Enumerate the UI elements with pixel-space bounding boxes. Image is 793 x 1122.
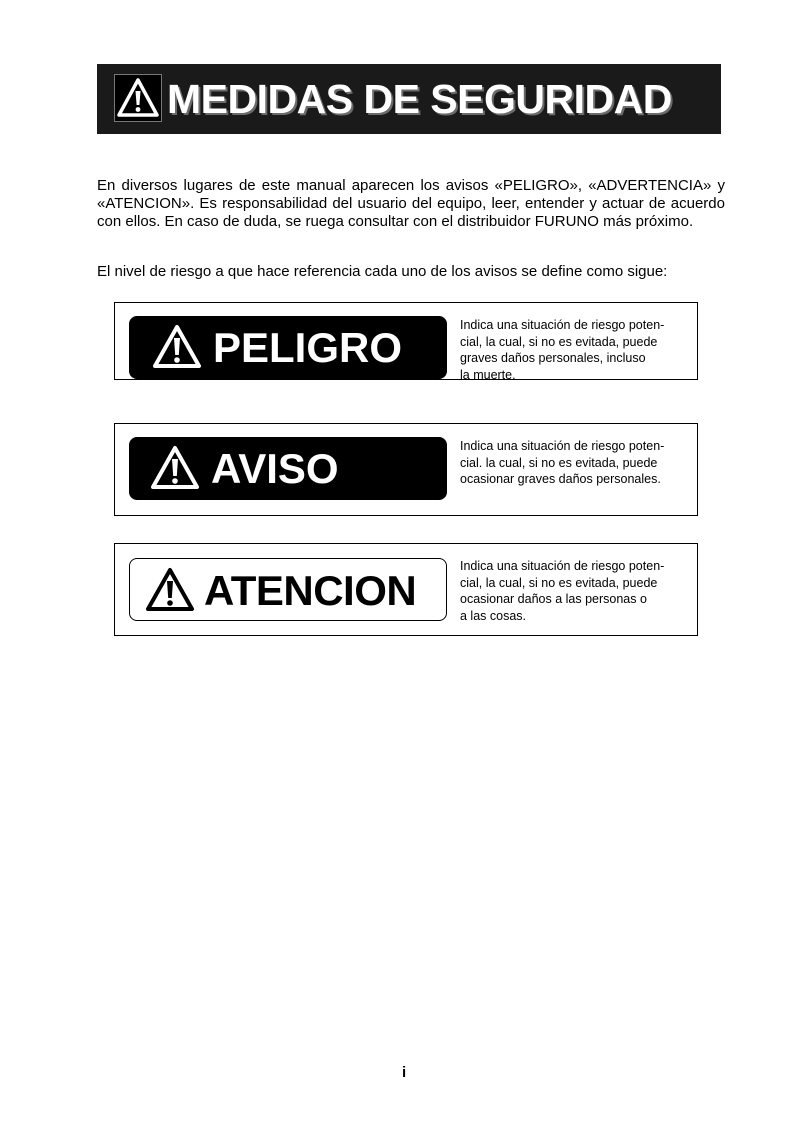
description-line: Indica una situación de riesgo poten- [460, 318, 665, 332]
description-line: ocasionar graves daños personales. [460, 472, 661, 486]
warning-triangle-icon [144, 566, 196, 614]
page-title-banner [97, 64, 721, 134]
warning-triangle-icon [151, 323, 203, 371]
warning-label-text: PELIGRO [213, 324, 403, 371]
description-line: Indica una situación de riesgo poten- [460, 559, 665, 573]
warning-description [460, 558, 696, 624]
warning-description [460, 438, 696, 488]
warning-label-text: AVISO [211, 445, 339, 492]
description-line: cial. la cual, si no es evitada, puede [460, 455, 658, 470]
warning-box-aviso [114, 423, 698, 516]
intro-paragraph: En diversos lugares de este manual aparecen los avisos «PELIGRO», «ADVERTENCIA» y «ATENCION». Es responsabilidad del usuario del equipo, leer, entender y actuar de acuerdo con ellos. En caso de duda, se ruega consultar con el distribuidor FURUNO más próximo. [97, 177, 725, 230]
description-line: cial, la cual, si no es evitada, puede [460, 334, 658, 349]
description-line: cial, la cual, si no es evitada, puede [460, 575, 658, 590]
description-line: a las cosas. [460, 608, 527, 623]
warning-label-text: ATENCION [204, 567, 417, 614]
description-line: graves daños personales, incluso [460, 351, 646, 365]
page-number: i [402, 1064, 407, 1081]
risk-level-paragraph: El nivel de riesgo a que hace referencia cada uno de los avisos se define como sigue: [97, 263, 668, 280]
warning-label-atencion [129, 558, 447, 621]
warning-box-atencion [114, 543, 698, 636]
warning-triangle-icon [114, 74, 162, 122]
description-line: la muerte. [460, 367, 516, 382]
warning-label-peligro [129, 316, 447, 379]
description-line: Indica una situación de riesgo poten- [460, 439, 665, 453]
page-title: MEDIDAS DE SEGURIDAD [167, 76, 672, 122]
warning-description [460, 317, 696, 383]
description-line: ocasionar daños a las personas o [460, 592, 647, 606]
warning-box-peligro [114, 302, 698, 380]
warning-label-aviso [129, 437, 447, 500]
warning-triangle-icon [149, 444, 201, 492]
